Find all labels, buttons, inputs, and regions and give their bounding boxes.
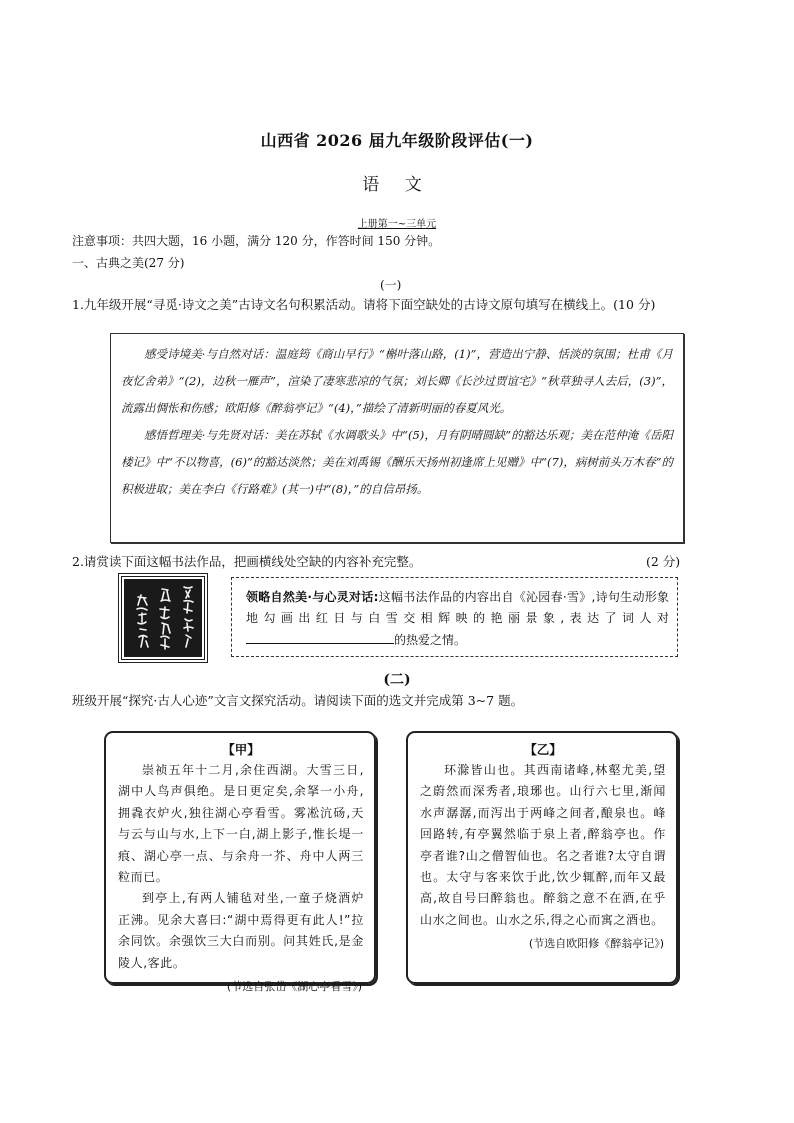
question-2-score: (2 分) — [646, 554, 681, 569]
section-heading-1: 一、古典之美(27 分) — [72, 256, 185, 270]
question-1-paragraph-2: 感悟哲理美·与先贤对话：美在苏轼《水调歌头》中“(5)，月有阴晴圆缺”的豁达乐观；美在范仲淹《岳阳楼记》中“不以物喜，(6)”的豁达淡然；美在刘禹锡《酬乐天扬州初逢席上见赠》中“(7)，病树前头万木春”的积极进取；美在李白《行路难》(其一)中“(8)，”的自信昂扬。 — [121, 428, 673, 496]
section-2-intro: 班级开展“探究·古人心迹”文言文探究活动。请阅读下面的选文并完成第 3~7 题。 — [72, 693, 524, 708]
passage-a-panel — [104, 731, 376, 994]
question-2-prompt: 2.请赏读下面这幅书法作品，把画横线处空缺的内容补充完整。 — [72, 554, 422, 569]
passage-a-paragraph-2: 到亭上,有两人铺毡对坐,一童子烧酒炉正沸。见余大喜曰:“湖中焉得更有此人!”拉余同饮。余强饮三大白而别。问其姓氏,是金陵人,客此。 — [118, 891, 364, 970]
sub-heading-1: (一) — [380, 278, 402, 292]
sub-heading-2: (二) — [383, 672, 411, 688]
passage-a-paragraph-1: 崇祯五年十二月,余住西湖。大雪三日,湖中人鸟声俱绝。是日更定矣,余拏一小舟,拥毳衣炉火,独往湖心亭看雪。雾凇沆砀,天与云与山与水,上下一白,湖上影子,惟长堤一痕、湖心亭一点、与余舟一芥、舟中人两三粒而已。 — [118, 763, 364, 885]
exam-title: 山西省 2026 届九年级阶段评估(一) — [260, 131, 534, 150]
question-1-prompt: 1.九年级开展“寻觅·诗文之美”古诗文名句积累活动。请将下面空缺处的古诗文原句填写在横线上。(10 分) — [72, 297, 656, 312]
question-2-box — [231, 577, 678, 657]
question-2-box-text-b: 的热爱之情。 — [394, 633, 467, 647]
passage-b-source: (节选自欧阳修《醉翁亭记》) — [528, 937, 664, 951]
passage-b-panel — [406, 731, 678, 984]
calligraphy-strokes — [124, 579, 202, 657]
passage-a-source: (节选自张岱《湖心亭看雪》) — [226, 980, 362, 994]
calligraphy-image — [118, 573, 208, 663]
notice-line: 注意事项：共四大题，16 小题，满分 120 分，作答时间 150 分钟。 — [72, 234, 441, 248]
passage-b-paragraph-1: 环滁皆山也。其西南诸峰,林壑尤美,望之蔚然而深秀者,琅琊也。山行六七里,渐闻水声潺潺,而泻出于两峰之间者,酿泉也。峰回路转,有亭翼然临于泉上者,醉翁亭也。作亭者谁?山之僧智仙也。名之者谁?太守自谓也。太守与客来饮于此,饮少辄醉,而年又最高,故自号曰醉翁也。醉翁之意不在酒,在乎山水之间也。山水之乐,得之心而寓之酒也。 — [420, 763, 666, 927]
question-1-box — [110, 333, 684, 543]
scope-note: 上册第一~三单元 — [357, 219, 437, 230]
passage-b-label: 【乙】 — [524, 742, 562, 757]
question-2-box-heading: 领略自然美·与心灵对话: — [246, 590, 379, 604]
question-2-answer-blank[interactable] — [246, 629, 394, 644]
question-1-paragraph-1: 感受诗境美·与自然对话：温庭筠《商山早行》“槲叶落山路，(1)”，营造出宁静、恬淡的氛围；杜甫《月夜忆舍弟》“(2)，边秋一雁声”，渲染了凄寒悲凉的气氛；刘长卿《长沙过贾谊宅》“秋草独寻人去后，(3)”，流露出惆怅和伤感；欧阳修《醉翁亭记》“(4)，”描绘了清新明丽的春夏风光。 — [121, 347, 673, 415]
question-2-box-text-a: 这幅书法作品的内容出自《沁园春·雪》,诗句生动形象地勾画出红日与白雪交相辉映的艳丽景象,表达了词人对 — [246, 590, 669, 625]
subject-title: 语 文 — [362, 175, 432, 195]
passage-a-label: 【甲】 — [222, 742, 260, 757]
